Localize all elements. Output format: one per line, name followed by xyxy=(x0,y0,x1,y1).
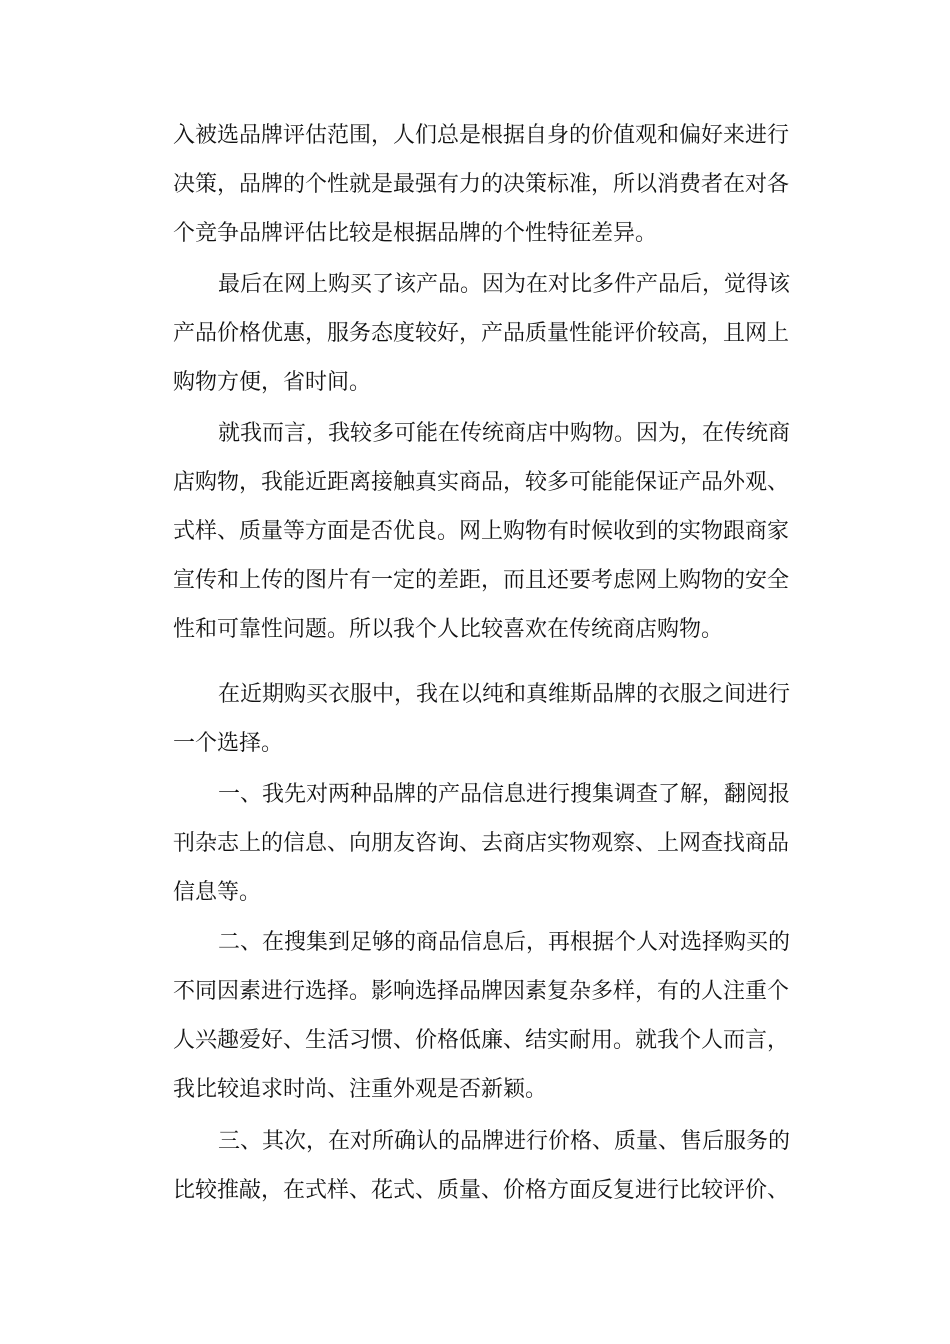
paragraph-1 xyxy=(173,111,813,258)
text-line: 三、其次，在对所确认的品牌进行价格、质量、售后服务的 xyxy=(218,1129,791,1154)
text-line: 性和可靠性问题。所以我个人比较喜欢在传统商店购物。 xyxy=(173,617,724,642)
text-line: 我比较追求时尚、注重外观是否新颖。 xyxy=(173,1077,548,1102)
paragraph-4 xyxy=(173,670,813,768)
text-line: 一个选择。 xyxy=(173,731,284,756)
text-line: 购物方便，省时间。 xyxy=(173,370,372,395)
text-line: 刊杂志上的信息、向朋友咨询、去商店实物观察、上网查找商品 xyxy=(173,831,790,856)
text-line: 二、在搜集到足够的商品信息后，再根据个人对选择购买的 xyxy=(218,930,791,955)
text-line: 产品价格优惠，服务态度较好，产品质量性能评价较高，且网上 xyxy=(173,321,790,346)
paragraph-5 xyxy=(173,770,813,917)
text-line: 一、我先对两种品牌的产品信息进行搜集调查了解，翻阅报 xyxy=(218,782,791,807)
paragraph-3 xyxy=(173,409,813,654)
paragraph-7 xyxy=(173,1117,813,1215)
text-line: 店购物，我能近距离接触真实商品，较多可能能保证产品外观、 xyxy=(173,470,790,495)
text-line: 信息等。 xyxy=(173,880,262,905)
paragraph-2 xyxy=(173,260,813,407)
text-line: 决策，品牌的个性就是最强有力的决策标准，所以消费者在对各 xyxy=(173,172,790,197)
text-line: 最后在网上购买了该产品。因为在对比多件产品后，觉得该 xyxy=(218,272,791,297)
text-line: 在近期购买衣服中，我在以纯和真维斯品牌的衣服之间进行 xyxy=(218,682,791,707)
text-line: 人兴趣爱好、生活习惯、价格低廉、结实耐用。就我个人而言， xyxy=(173,1028,790,1053)
text-line: 比较推敲，在式样、花式、质量、价格方面反复进行比较评价、 xyxy=(173,1178,790,1203)
text-line: 就我而言，我较多可能在传统商店中购物。因为，在传统商 xyxy=(218,421,791,446)
text-line: 宣传和上传的图片有一定的差距，而且还要考虑网上购物的安全 xyxy=(173,568,790,593)
text-line: 个竞争品牌评估比较是根据品牌的个性特征差异。 xyxy=(173,221,658,246)
text-line: 入被选品牌评估范围，人们总是根据自身的价值观和偏好来进行 xyxy=(173,123,790,148)
text-line: 不同因素进行选择。影响选择品牌因素复杂多样，有的人注重个 xyxy=(173,979,790,1004)
text-line: 式样、质量等方面是否优良。网上购物有时候收到的实物跟商家 xyxy=(173,519,790,544)
paragraph-6 xyxy=(173,918,813,1114)
